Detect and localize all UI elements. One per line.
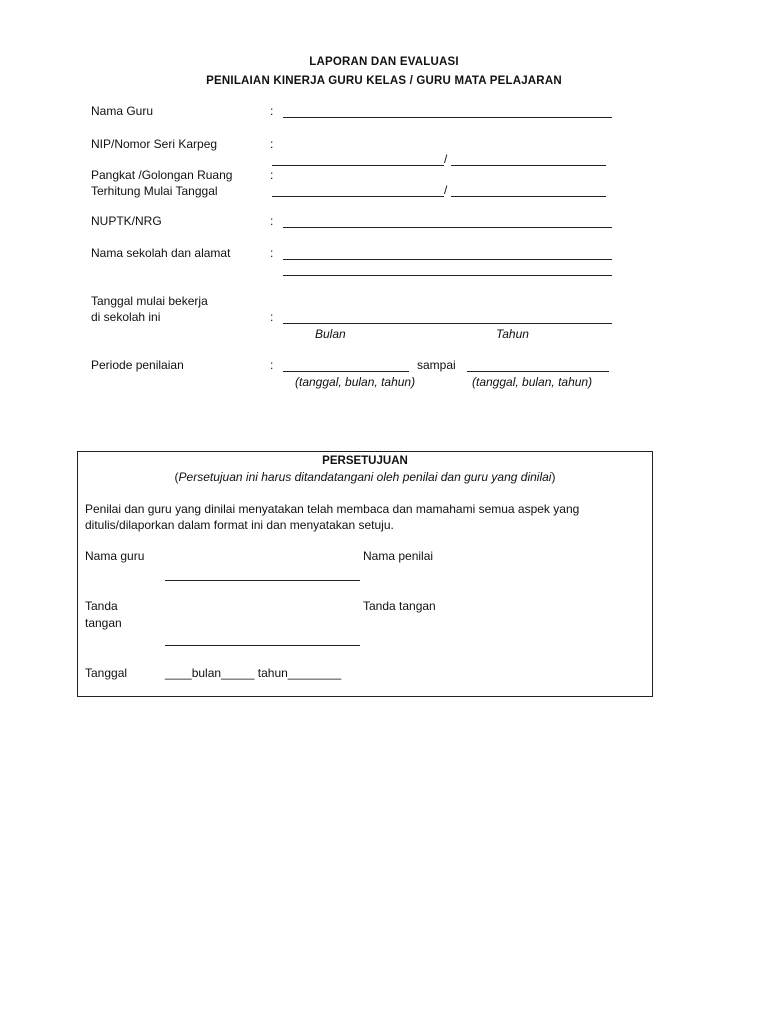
approval-subheading bbox=[78, 470, 652, 484]
label-sampai: sampai bbox=[417, 358, 456, 372]
document-title: LAPORAN DAN EVALUASI bbox=[309, 56, 459, 68]
colon: : bbox=[270, 137, 274, 151]
label-tanda-1: Tanda bbox=[85, 599, 118, 613]
hint-tahun: Tahun bbox=[496, 327, 529, 341]
slash: / bbox=[444, 183, 448, 197]
approval-statement-line2: ditulis/dilaporkan dalam format ini dan menyatakan setuju. bbox=[85, 518, 394, 532]
paren-close: ) bbox=[551, 470, 556, 484]
colon: : bbox=[270, 214, 274, 228]
approval-tanda-tangan-line[interactable] bbox=[165, 645, 360, 646]
approval-box bbox=[77, 451, 653, 697]
nuptk-line[interactable] bbox=[283, 227, 612, 228]
colon: : bbox=[270, 310, 274, 324]
approval-nama-guru-line[interactable] bbox=[165, 580, 360, 581]
label-approval-nama-penilai: Nama penilai bbox=[363, 549, 434, 563]
tanggal-mulai-line[interactable] bbox=[283, 323, 612, 324]
nip-line-left[interactable] bbox=[272, 165, 444, 166]
label-periode: Periode penilaian bbox=[91, 358, 184, 372]
colon: : bbox=[270, 104, 274, 118]
approval-statement-line1: Penilai dan guru yang dinilai menyatakan telah membaca dan mamahami semua aspek yang bbox=[85, 502, 580, 516]
label-nama-guru: Nama Guru bbox=[91, 104, 154, 118]
approval-tanggal-fill[interactable]: ____bulan_____ tahun________ bbox=[165, 666, 342, 680]
label-tanda-2: tangan bbox=[85, 616, 122, 630]
label-nuptk: NUPTK/NRG bbox=[91, 214, 162, 228]
paren-open: ( bbox=[174, 470, 179, 484]
nip-line-right[interactable] bbox=[451, 165, 606, 166]
periode-start-line[interactable] bbox=[283, 371, 409, 372]
label-sekolah: Nama sekolah dan alamat bbox=[91, 246, 231, 260]
document-subtitle: PENILAIAN KINERJA GURU KELAS / GURU MATA PELAJARAN bbox=[206, 75, 562, 87]
label-approval-nama-guru: Nama guru bbox=[85, 549, 145, 563]
colon: : bbox=[270, 246, 274, 260]
label-pangkat: Pangkat /Golongan Ruang bbox=[91, 168, 233, 182]
pangkat-line-right[interactable] bbox=[451, 196, 606, 197]
label-tanggal-mulai: Tanggal mulai bekerja bbox=[91, 294, 208, 308]
label-nip: NIP/Nomor Seri Karpeg bbox=[91, 137, 218, 151]
sekolah-line-1[interactable] bbox=[283, 259, 612, 260]
label-tmt: Terhitung Mulai Tanggal bbox=[91, 184, 218, 198]
label-tanda-tangan-penilai: Tanda tangan bbox=[363, 599, 436, 613]
sekolah-line-2[interactable] bbox=[283, 275, 612, 276]
nama-guru-line[interactable] bbox=[283, 117, 612, 118]
periode-end-line[interactable] bbox=[467, 371, 609, 372]
colon: : bbox=[270, 168, 274, 182]
hint-bulan: Bulan bbox=[315, 327, 346, 341]
hint-tanggal-end: (tanggal, bulan, tahun) bbox=[472, 375, 593, 389]
slash: / bbox=[444, 152, 448, 166]
approval-heading: PERSETUJUAN bbox=[322, 455, 408, 467]
pangkat-line-left[interactable] bbox=[272, 196, 444, 197]
hint-tanggal-start: (tanggal, bulan, tahun) bbox=[295, 375, 416, 389]
approval-subheading-text: Persetujuan ini harus ditandatangani oleh penilai dan guru yang dinilai bbox=[178, 470, 552, 484]
label-di-sekolah: di sekolah ini bbox=[91, 310, 161, 324]
label-approval-tanggal: Tanggal bbox=[85, 666, 128, 680]
colon: : bbox=[270, 358, 274, 372]
